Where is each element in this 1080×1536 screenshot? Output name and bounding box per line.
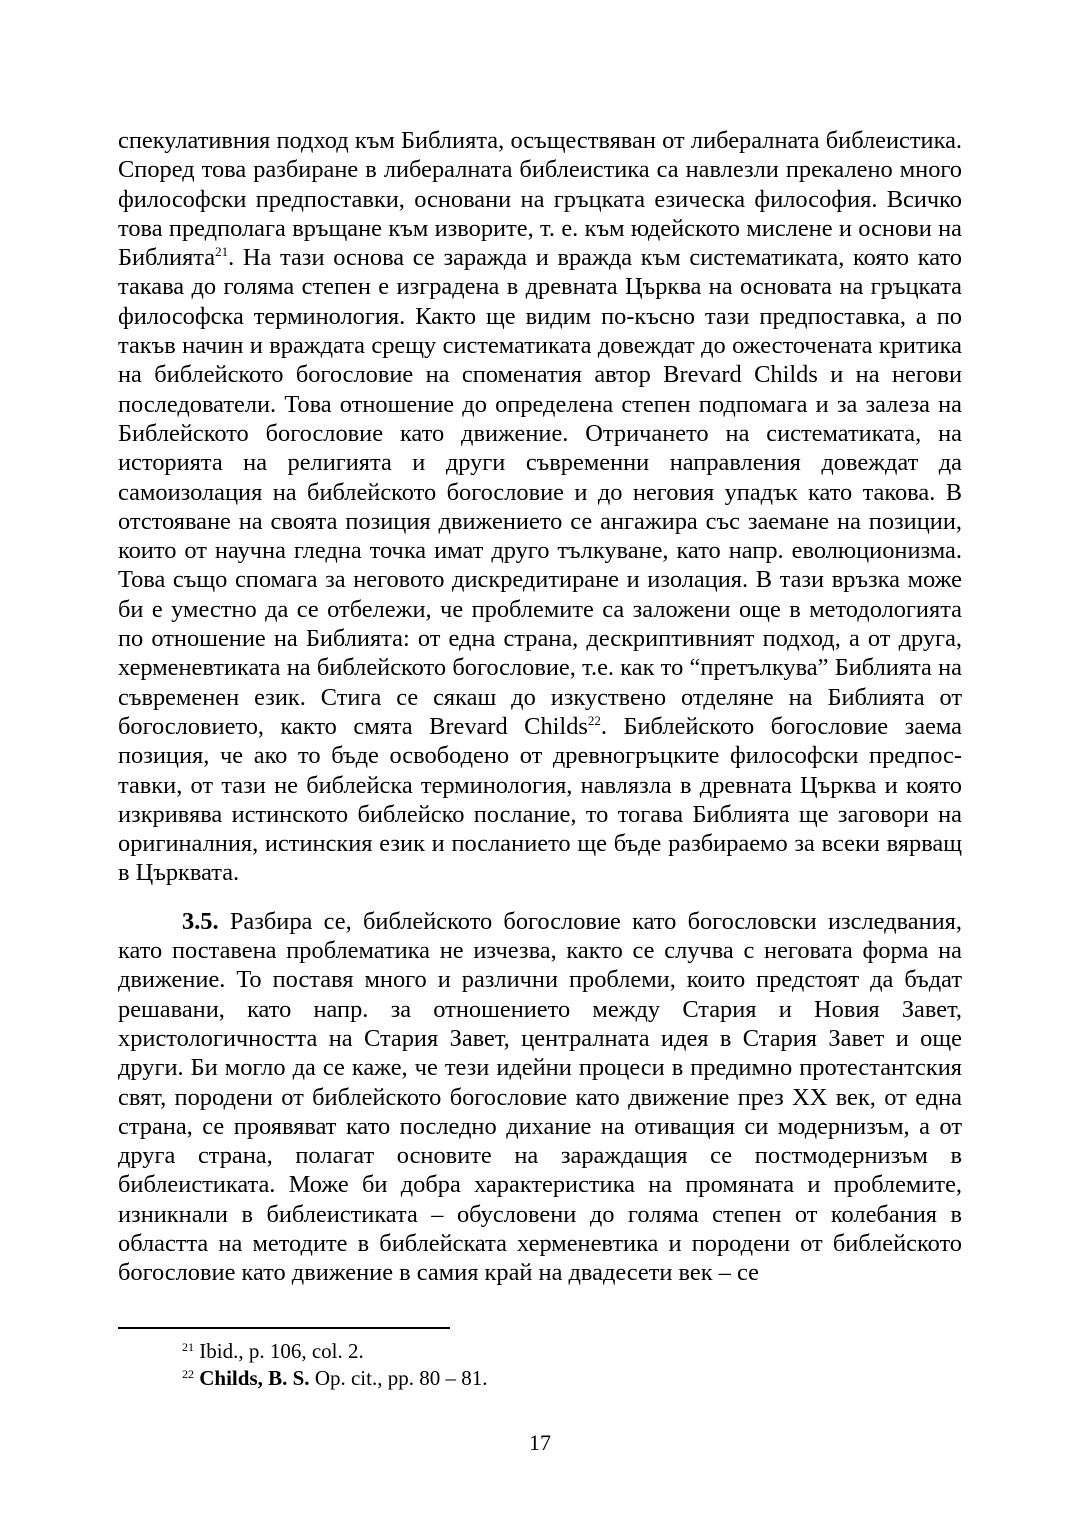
section-number: 3.5. — [182, 907, 219, 935]
footnote-author: Childs, B. S. — [194, 1366, 310, 1390]
footnote-22 — [182, 1365, 942, 1392]
paragraph-2 — [118, 907, 962, 1288]
page-number: 17 — [529, 1430, 551, 1455]
footnote-ref-22: 22 — [587, 712, 601, 728]
footnote-ref-21: 21 — [215, 244, 229, 260]
footnote-number: 21 — [182, 1339, 194, 1354]
footnote-21 — [182, 1338, 942, 1365]
footnote-text: Op. cit., pp. 80 – 81. — [309, 1366, 488, 1390]
footnotes — [182, 1338, 942, 1392]
body-text — [118, 126, 962, 1288]
paragraph-1-text-c: . Библейското богословие заема позиция, че ако то бъде освободено от древногръцките философски предпоставки, от тази не библейска терминология, навлязла в древната Църква и която изкривява истинското библейско послание, то тогава Библията ще заговори на оригиналния, истинския език и посланието ще бъде разбираемо за всеки вярващ в Църквата. — [118, 712, 962, 887]
paragraph-2-text: Разбира се, библейското богословие като богословски изследвания, като поставена проблематика не изчезва, както се случва с неговата форма на движение. То поставя много и различни проблеми, които предстоят да бъдат решавани, като напр. за отношението между Стария и Новия Завет, христологичността на Стария Завет, централната идея в Стария Завет и още други. Би могло да се каже, че тези идейни процеси в предимно протестантския свят, породени от библейското богословие като движение през ХХ век, от една страна, се проявяват като последно дихание на отиващия си модернизъм, а от друга страна, полагат основите на зараждащия се постмодернизъм в библеистиката. Може би добра характеристика на промяната и проблемите, изникнали в библеистиката – обусловени до голяма степен от колебания в областта на методите в библейската херменевтика и породени от библейското богословие като движение в самия край на двадесети век – се — [118, 907, 962, 1287]
paragraph-1-text-b: . На тази основа се заражда и вражда към систематиката, която като такава до голяма степен е изградена в древната Църква на основата на гръцката философска терминология. Както ще видим по-късно тази предпоставка, а по такъв начин и враждата срещу систематиката довеждат до ожесточената критика на библейското богословие на споменатия автор Brevard Childs и на негови последователи. Това отношение до определена степен подпомага и за залеза на Библейското богословие като движение. Отричането на систематиката, на историята на религията и други съвременни направления довеждат да самоизолация на библейското богословие и до неговия упадък като такова. В отстояване на своята позиция движението се ангажира със заемане на позиции, които от научна гледна точка имат друго тълкуване, като напр. еволюционизма. Това също спомага за неговото дискредитиране и изолация. В тази връзка може би е уместно да се отбележи, че проблемите са заложени още в методологията по отношение на Библията: от една страна, дескриптивният подход, а от друга, херменевтиката на библейското богословие, т.е. как то “претълкува” Библията на съвременен език. Стига се сякаш до изкуствено отделяне на Библията от богословието, както смята Brevard Childs — [118, 244, 962, 740]
paragraph-1-text-a: спекулативния подход към Библията, осъществяван от либералната библеистика. Според това разбиране в либералната библеистика са навлезли прекалено много философски предпоставки, основани на гръцката езическа философия. Всичко това предполага връщане към изворите, т. е. към юдейското мислене и основи на Библията — [118, 127, 962, 272]
paragraph-1 — [118, 126, 962, 888]
footnote-separator — [118, 1327, 450, 1329]
footnote-text: Ibid., p. 106, col. 2. — [194, 1339, 364, 1363]
footnote-number: 22 — [182, 1366, 194, 1381]
